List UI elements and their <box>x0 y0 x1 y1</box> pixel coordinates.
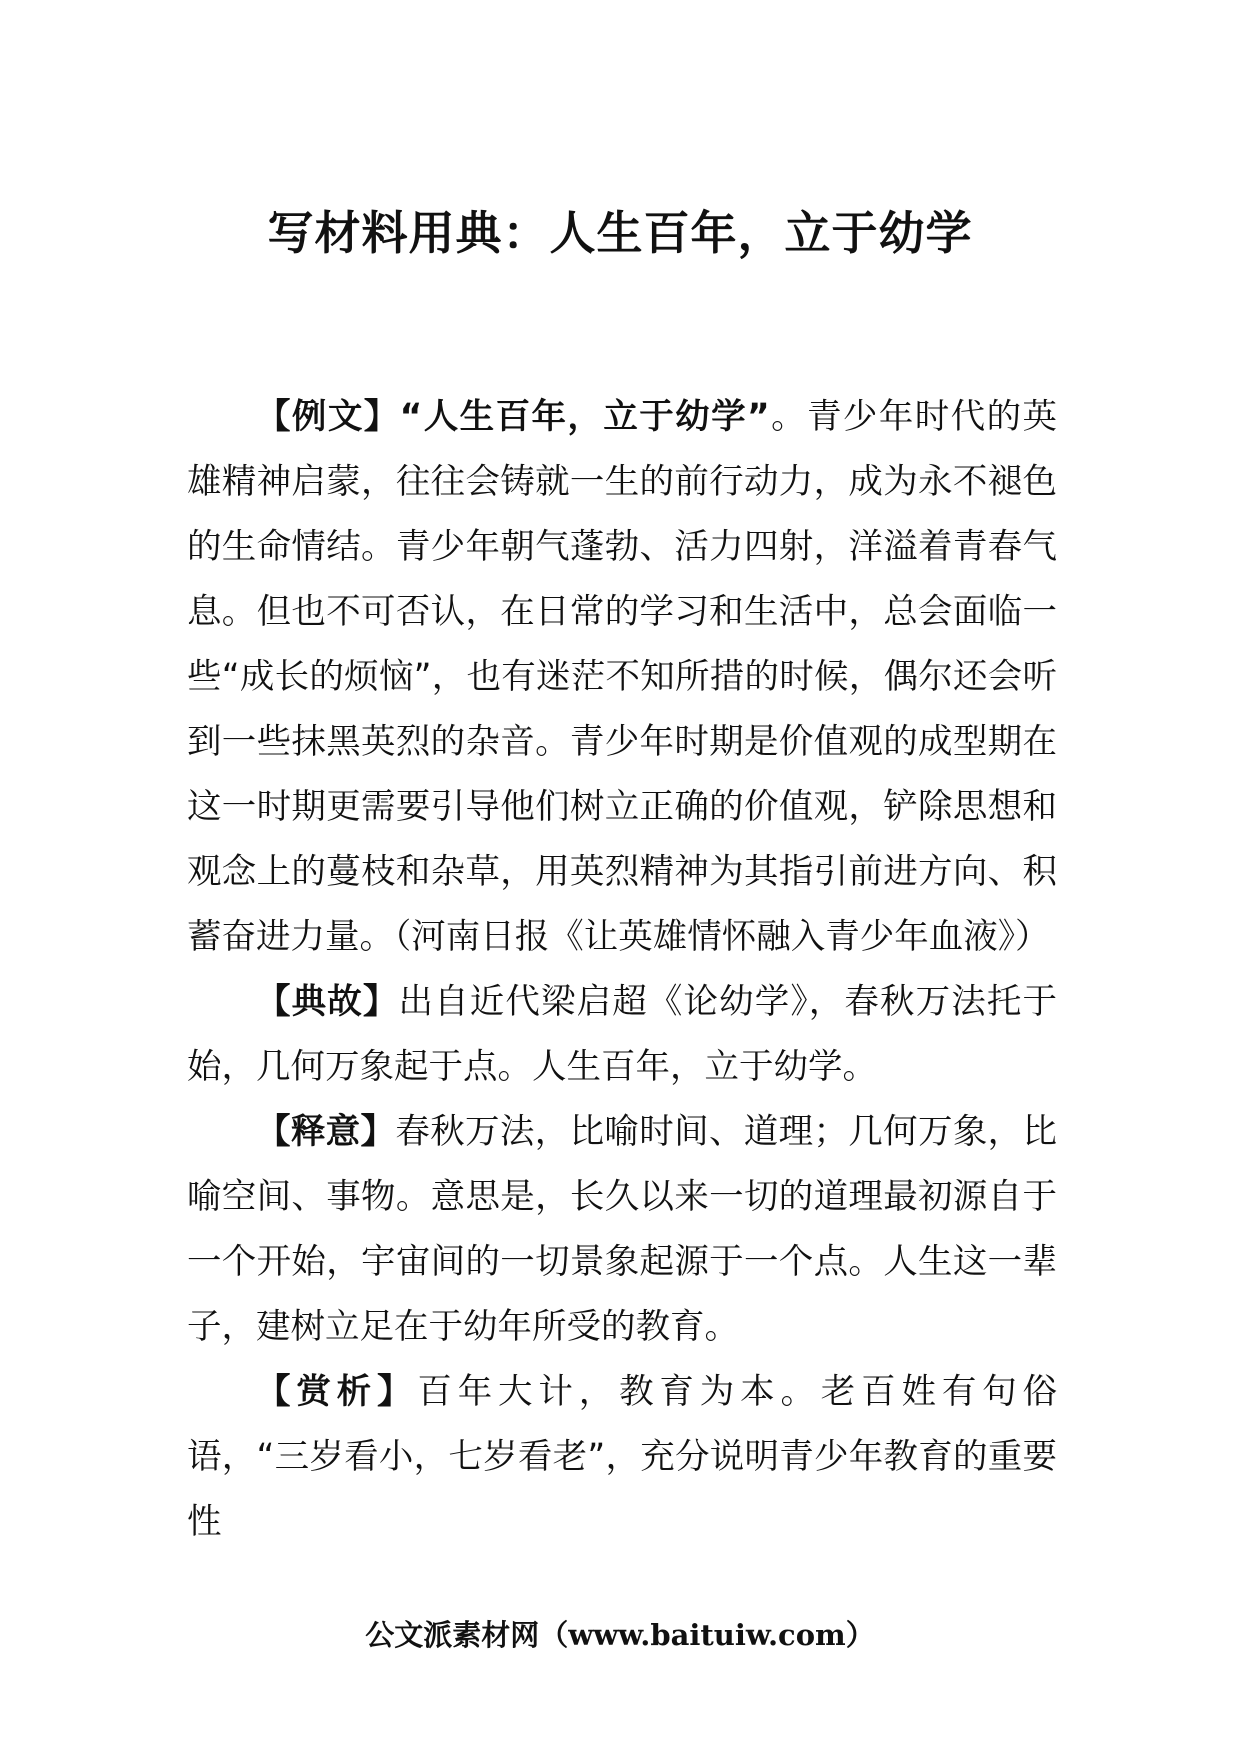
tag-allusion: 【典故】 <box>256 982 399 1022</box>
tag-meaning: 【释意】 <box>256 1112 396 1152</box>
example-text: 。青少年时代的英雄精神启蒙，往往会铸就一生的前行动力，成为永不褪色的生命情结。青少年朝气蓬勃、活力四射，洋溢着青春气息。但也不可否认，在日常的学习和生活中，总会面临一些“成长的烦恼”，也有迷茫不知所措的时候，偶尔还会听到一些抹黑英烈的杂音。青少年时期是价值观的成型期在这一时期更需要引导他们树立正确的价值观，铲除思想和观念上的蔓枝和杂草，用英烈精神为其指引前进方向、积蓄奋进力量。（河南日报《让英雄情怀融入青少年血液》） <box>187 397 1058 957</box>
example-lead-quote: “人生百年，立于幼学” <box>399 397 770 437</box>
document-title: 写材料用典：人生百年，立于幼学 <box>267 206 973 260</box>
allusion-text: 出自近代梁启超《论幼学》，春秋万法托于始，几何万象起于点。人生百年，立于幼学。 <box>187 982 1057 1087</box>
paragraph-appreciation <box>187 1360 1057 1555</box>
paragraph-example <box>187 385 1057 970</box>
footer-source: 公文派素材网（www.baituiw.com） <box>365 1618 875 1652</box>
tag-appreciation: 【赏析】 <box>256 1372 418 1412</box>
appreciation-text: 百年大计，教育为本。老百姓有句俗语，“三岁看小，七岁看老”，充分说明青少年教育的重要性 <box>187 1372 1058 1542</box>
paragraph-meaning <box>187 1100 1057 1360</box>
meaning-text: 春秋万法，比喻时间、道理；几何万象，比喻空间、事物。意思是，长久以来一切的道理最初源自于一个开始，宇宙间的一切景象起源于一个点。人生这一辈子，建树立足在于幼年所受的教育。 <box>187 1112 1058 1347</box>
paragraph-allusion <box>187 970 1057 1100</box>
tag-example: 【例文】 <box>256 397 400 437</box>
document-body <box>187 385 1057 1555</box>
